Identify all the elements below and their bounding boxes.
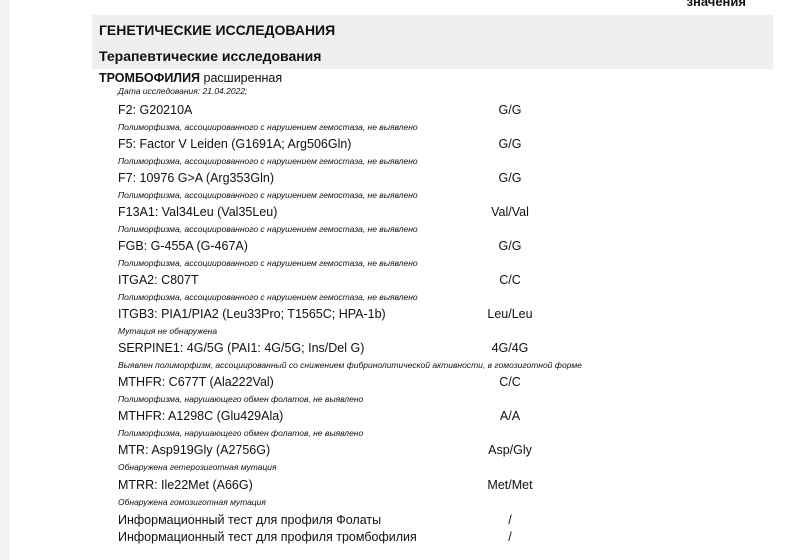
test-note: Полиморфизма, ассоциированного с нарушением гемостаза, не выявлено [118,224,418,234]
test-note: Полиморфизма, ассоциированного с нарушением гемостаза, не выявлено [118,156,418,166]
test-note: Полиморфизма, нарушающего обмен фолатов, не выявлено [118,428,364,438]
thrombophilia-section-title [99,71,282,85]
test-row [118,239,758,273]
test-result: Met/Met [487,478,533,492]
test-name: MTRR: Ile22Met (A66G) [118,478,253,492]
reference-values-column-header: значения [686,0,746,9]
test-result: Asp/Gly [488,443,532,457]
test-result: Val/Val [491,205,529,219]
test-result: A/A [499,409,521,423]
test-row [118,171,758,205]
test-note: Полиморфизма, ассоциированного с нарушением гемостаза, не выявлено [118,258,418,268]
test-row [118,307,758,341]
test-row [118,341,758,375]
test-name: MTHFR: C677T (Ala222Val) [118,375,274,389]
test-note: Обнаружена гетерозиготная мутация [118,462,277,472]
test-result: C/C [499,375,521,389]
test-name: SERPINE1: 4G/5G (PAI1: 4G/5G; Ins/Del G) [118,341,365,355]
test-row [118,409,758,443]
test-name: F5: Factor V Leiden (G1691A; Arg506Gln) [118,137,352,151]
therapeutic-tests-header: Терапевтические исследования [92,45,773,69]
test-note: Обнаружена гомозиготная мутация [118,497,266,507]
test-row [118,273,758,307]
test-name: FGB: G-455A (G-467A) [118,239,248,253]
section-title-bold: ТРОМБОФИЛИЯ [99,71,201,85]
page-edge [0,0,10,560]
test-row [118,137,758,171]
test-result: G/G [498,239,522,253]
test-name: F2: G20210A [118,103,193,117]
study-date: Дата исследования: 21.04.2022; [118,86,248,96]
test-note: Полиморфизма, нарушающего обмен фолатов, не выявлено [118,394,364,404]
test-note: Полиморфизма, ассоциированного с нарушением гемостаза, не выявлено [118,292,418,302]
test-note: Выявлен полиморфизм, ассоциированный со снижением фибринолитической активности, в гомозиготной форме [118,360,582,370]
test-note: Полиморфизма, ассоциированного с нарушением гемостаза, не выявлено [118,190,418,200]
test-result: G/G [498,103,522,117]
test-note: Полиморфизма, ассоциированного с нарушением гемостаза, не выявлено [118,122,418,132]
test-name: ITGB3: PIA1/PIA2 (Leu33Pro; T1565C; HPA-1b) [118,307,386,321]
test-name: F7: 10976 G>A (Arg353Gln) [118,171,274,185]
test-row [118,103,758,137]
info-test-result: / [508,530,512,544]
info-test-row [118,530,758,546]
info-test-row [118,513,758,529]
test-result: Leu/Leu [487,307,533,321]
section-title-rest: расширенная [200,71,283,85]
info-test-result: / [508,513,512,527]
genetic-tests-header: ГЕНЕТИЧЕСКИЕ ИССЛЕДОВАНИЯ [92,15,773,45]
test-name: F13A1: Val34Leu (Val35Leu) [118,205,278,219]
test-name: ITGA2: C807T [118,273,199,287]
test-row [118,205,758,239]
test-name: MTHFR: A1298C (Glu429Ala) [118,409,284,423]
info-test-name: Информационный тест для профиля Фолаты [118,513,382,527]
test-result: G/G [498,171,522,185]
test-result: G/G [498,137,522,151]
test-result: 4G/4G [491,341,529,355]
test-name: MTR: Asp919Gly (A2756G) [118,443,271,457]
test-row [118,375,758,409]
test-note: Мутация не обнаружена [118,326,218,336]
test-row [118,478,758,512]
test-result: C/C [499,273,521,287]
info-test-name: Информационный тест для профиля тромбофилия [118,530,417,544]
test-row [118,443,758,477]
